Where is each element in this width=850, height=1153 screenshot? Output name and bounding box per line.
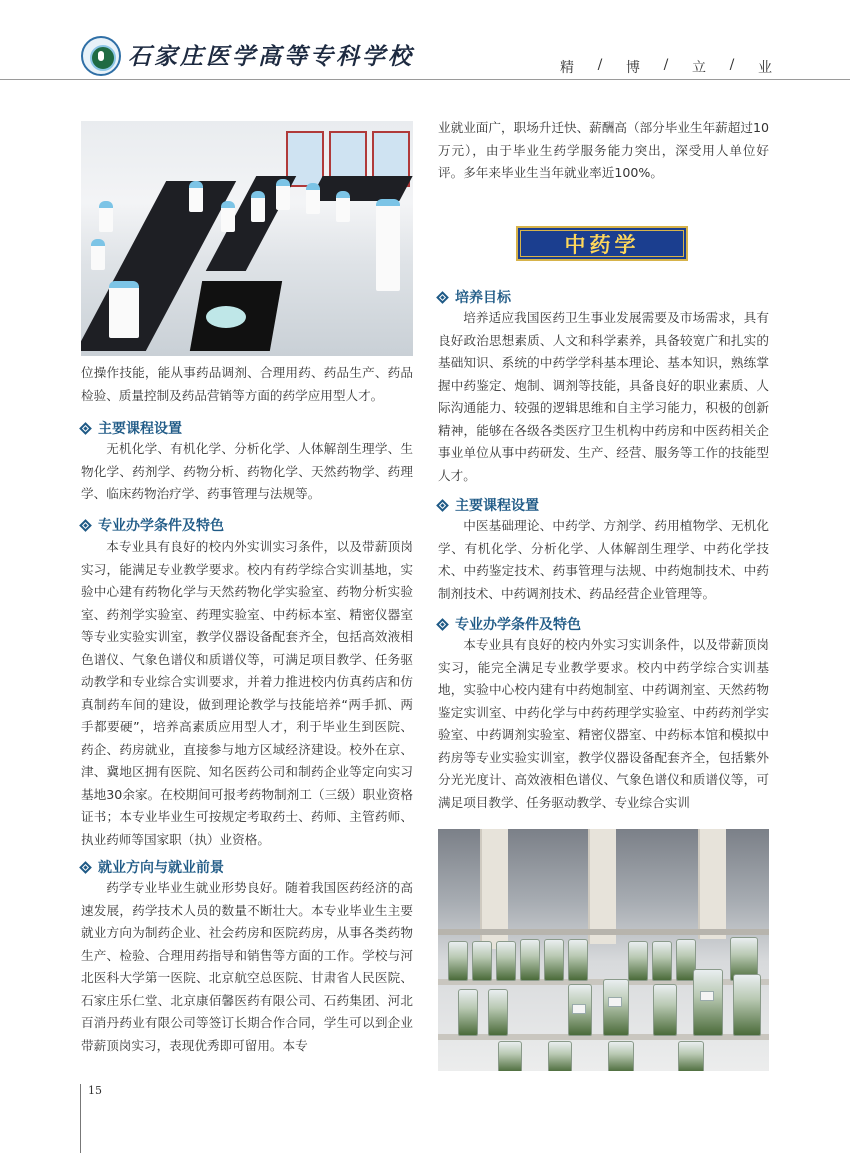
section-heading-text: 主要课程设置 xyxy=(98,421,182,437)
motto-char: 立 xyxy=(692,60,706,76)
paragraph: 无机化学、有机化学、分析化学、人体解剖生理学、生物化学、药剂学、药物分析、药物化学、天然药物学、药理学、临床药物治疗学、药事管理与法规等。 xyxy=(81,441,413,501)
page-header xyxy=(0,0,850,80)
right-intro-tail xyxy=(438,117,769,185)
motto-separator: / xyxy=(729,57,735,73)
motto-char: 业 xyxy=(758,60,772,76)
diamond-bullet-icon xyxy=(79,422,92,435)
motto-char: 博 xyxy=(626,60,640,76)
right-goals-text xyxy=(438,307,769,487)
specimen-museum-photo xyxy=(438,829,769,1071)
paragraph: 位操作技能，能从事药品调剂、合理用药、药品生产、药品检验、质量控制及药品营销等方面的药学应用型人才。 xyxy=(81,365,413,403)
section-heading-text: 培养目标 xyxy=(455,290,511,306)
diamond-bullet-icon xyxy=(436,291,449,304)
motto-char: 精 xyxy=(560,60,574,76)
motto xyxy=(560,57,772,77)
section-heading xyxy=(438,613,581,635)
motto-separator: / xyxy=(663,57,669,73)
paragraph: 中医基础理论、中药学、方剂学、药用植物学、无机化学、有机化学、分析化学、人体解剖生理学、中药化学技术、中药鉴定技术、药事管理与法规、中药炮制技术、中药制剂技术、中药调剂技术、药品经营企业管理等。 xyxy=(438,518,769,601)
left-intro-tail xyxy=(81,362,413,407)
section-heading-text: 主要课程设置 xyxy=(455,498,539,514)
section-heading xyxy=(81,856,224,878)
school-name: 石家庄医学高等专科学校 xyxy=(128,43,414,70)
right-courses-text xyxy=(438,515,769,605)
page-number: 15 xyxy=(88,1084,102,1097)
paragraph: 本专业具有良好的校内外实习实训条件，以及带薪顶岗实习，能完全满足专业教学要求。校内中药学综合实训基地，实验中心校内建有中药炮制室、中药调剂室、天然药物鉴定实训室、中药化学与中药药理学实验室、中药药剂学实验室、中药调剂实验室、精密仪器室、中药标本馆和模拟中药房等专业实验实训室，教学仪器设备配套齐全，包括紫外分光光度计、高效液相色谱仪、气象色谱仪和质谱仪等，可满足项目教学、任务驱动教学、专业综合实训 xyxy=(438,637,769,810)
paragraph: 业就业面广，职场升迁快、薪酬高（部分毕业生年薪超过10万元），由于毕业生药学服务能力突出，深受用人单位好评。多年来毕业生当年就业率近100%。 xyxy=(438,120,769,180)
footer-rule xyxy=(80,1084,81,1153)
section-heading xyxy=(81,514,224,536)
section-heading xyxy=(438,494,539,516)
diamond-bullet-icon xyxy=(436,499,449,512)
section-heading-text: 就业方向与就业前景 xyxy=(98,860,224,876)
left-courses-text xyxy=(81,438,413,506)
lab-photo xyxy=(81,121,413,356)
diamond-bullet-icon xyxy=(79,519,92,532)
section-heading-text: 专业办学条件及特色 xyxy=(98,518,224,534)
right-conditions-text xyxy=(438,634,769,814)
left-conditions-text xyxy=(81,536,413,851)
major-title-banner: 中药学 xyxy=(516,226,688,261)
header-divider xyxy=(0,79,850,80)
section-heading-text: 专业办学条件及特色 xyxy=(455,617,581,633)
diamond-bullet-icon xyxy=(79,861,92,874)
left-employment-text xyxy=(81,877,413,1057)
diamond-bullet-icon xyxy=(436,618,449,631)
section-heading xyxy=(438,286,511,308)
section-heading xyxy=(81,417,182,439)
paragraph: 培养适应我国医药卫生事业发展需要及市场需求，具有良好政治思想素质、人文和科学素养，具备较宽广和扎实的基础知识、系统的中药学学科基本理论、基本知识，熟练掌握中药鉴定、炮制、调剂等技能，具备良好的职业素质、人际沟通能力、较强的逻辑思维和自主学习能力，积极的创新精神，能够在各级各类医疗卫生机构中药房和中医药相关企事业单位从事中药研发、生产、经营、服务等工作的技能型人才。 xyxy=(438,310,769,483)
paragraph: 本专业具有良好的校内外实训实习条件，以及带薪顶岗实习，能满足专业教学要求。校内有药学综合实训基地，实验中心建有药物化学与天然药物化学实验室、药物分析实验室、药剂学实验室、药理实验室、中药标本室、精密仪器室等专业实验实训室，教学仪器设备配套齐全，包括高效液相色谱仪、气象色谱仪和质谱仪等，可满足项目教学、任务驱动教学和专业综合实训要求，并着力推进校内仿真药店和仿真制药车间的建设，做到理论教学与技能培养“两手抓、两手都要硬”，培养高素质应用型人才，利于毕业生到医院、药企、药房就业，直接参与地方区域经济建设。校外在京、津、冀地区拥有医院、知名医药公司和制药企业等定向实习基地30余家。在校期间可报考药物制剂工（三级）职业资格证书；本专业毕业生可按规定考取药士、药师、主管药师、执业药师等国家职（执）业资格。 xyxy=(81,539,413,847)
motto-separator: / xyxy=(597,57,603,73)
school-seal-icon xyxy=(81,36,121,76)
paragraph: 药学专业毕业生就业形势良好。随着我国医药经济的高速发展，药学技术人员的数量不断壮大。本专业毕业生主要就业方向为制药企业、社会药房和医院药房，从事各类药物生产、检验、合理用药指导和销售等方面的工作。学校与河北医科大学第一医院、北京航空总医院、甘肃省人民医院、石家庄乐仁堂、北京康佰馨医药有限公司、石药集团、河北百消丹药业有限公司等签订长期合作合同，学生可以到企业带薪顶岗实习，表现优秀即可留用。本专 xyxy=(81,880,413,1053)
